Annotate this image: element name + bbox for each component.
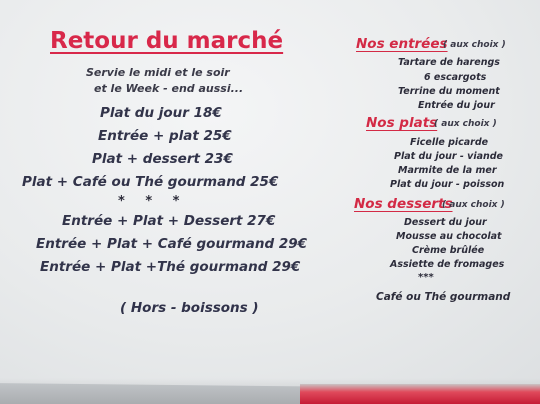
subtitle-line-2: et le Week - end aussi... — [94, 82, 244, 95]
dessert-item: Assiette de fromages — [390, 259, 505, 270]
subtitle-line-1: Servie le midi et le soir — [86, 66, 230, 79]
plat-item: Ficelle picarde — [410, 137, 489, 148]
combo-line: Entrée + Plat +Thé gourmand 29€ — [40, 259, 301, 275]
dessert-item: Crème brûlée — [412, 245, 485, 256]
dessert-item: Dessert du jour — [404, 217, 487, 228]
entree-item: Tartare de harengs — [398, 57, 500, 68]
entree-item: Entrée du jour — [418, 100, 495, 111]
hors-boissons-note: ( Hors - boissons ) — [120, 300, 259, 316]
separator-stars: * * * — [118, 194, 188, 209]
price-line: Plat + dessert 23€ — [92, 151, 233, 167]
entrees-note: ( aux choix ) — [443, 40, 506, 50]
dessert-extra: Café ou Thé gourmand — [376, 291, 511, 303]
menu-title: Retour du marché — [50, 28, 284, 54]
price-line: Plat + Café ou Thé gourmand 25€ — [22, 174, 279, 190]
plat-item: Plat du jour - viande — [394, 151, 504, 162]
combo-line: Entrée + Plat + Café gourmand 29€ — [36, 236, 308, 252]
plats-note: ( aux choix ) — [434, 119, 497, 129]
desserts-note: ( aux choix ) — [442, 200, 505, 210]
desserts-title: Nos desserts — [354, 196, 453, 212]
dessert-separator: *** — [418, 272, 434, 283]
red-object — [300, 384, 540, 404]
price-line: Plat du jour 18€ — [100, 105, 222, 121]
entree-item: Terrine du moment — [398, 86, 500, 97]
price-line: Entrée + plat 25€ — [98, 128, 232, 144]
plats-title: Nos plats — [366, 115, 438, 131]
plat-item: Plat du jour - poisson — [390, 179, 505, 190]
entrees-title: Nos entrées — [356, 36, 448, 52]
dessert-item: Mousse au chocolat — [396, 231, 502, 242]
entree-item: 6 escargots — [424, 72, 487, 83]
combo-line: Entrée + Plat + Dessert 27€ — [62, 213, 276, 229]
plat-item: Marmite de la mer — [398, 165, 497, 176]
